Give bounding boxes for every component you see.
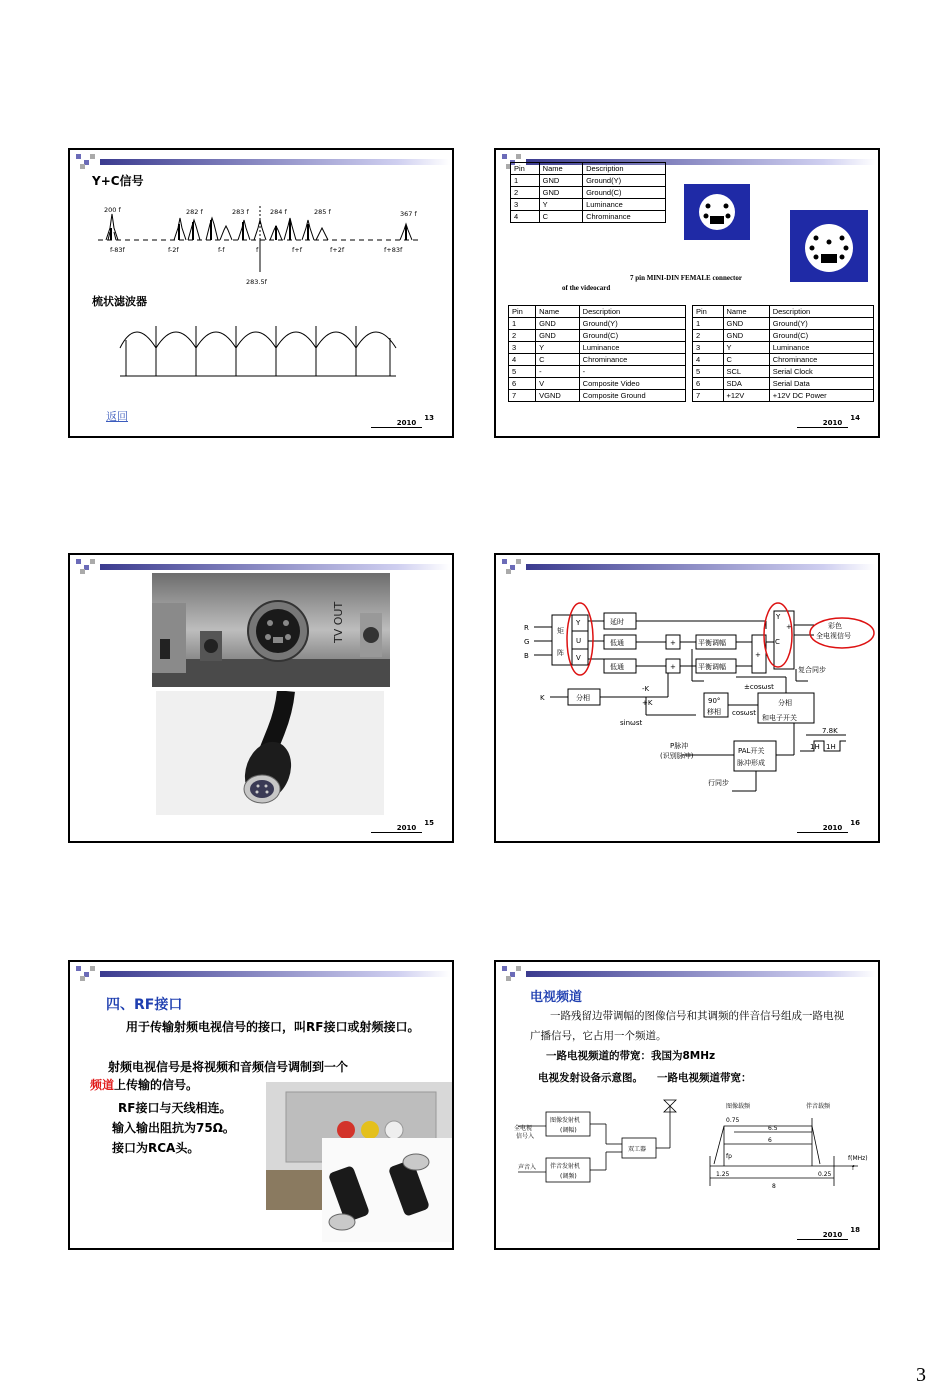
table-row: 2 GND Ground(C) xyxy=(511,187,666,199)
tv-out-label: TV OUT xyxy=(332,601,345,643)
pulse-label: P脉冲 xyxy=(670,742,689,750)
table-row: 3 Y Luminance xyxy=(693,342,874,354)
text-block: RF接口与天线相连。 输入输出阻抗为75Ω。 接口为RCA头。 xyxy=(112,1101,235,1155)
output-label: 彩色 xyxy=(828,622,842,630)
combiner-label: 双工器 xyxy=(628,1146,647,1153)
table-row: 2 GND Ground(C) xyxy=(509,330,686,342)
phase2-label: 分相 xyxy=(778,699,792,707)
slide-17 xyxy=(68,960,454,1250)
value-label: 0.25 xyxy=(818,1171,832,1178)
s-video-plug-photo xyxy=(156,691,384,815)
slide-15 xyxy=(68,553,454,843)
input-label: K xyxy=(540,694,545,702)
harmonic-label: 285 f xyxy=(314,208,331,216)
table-row: 4 C Chrominance xyxy=(693,354,874,366)
tx-sound-label: 伴音发射机 xyxy=(550,1163,581,1170)
table-row: 5 SCL Serial Clock xyxy=(693,366,874,378)
input-label: 全电视 xyxy=(514,1125,533,1132)
matrix-label: 阵 xyxy=(557,649,564,657)
output-label: 全电视信号 xyxy=(816,632,851,640)
k-label: +K xyxy=(642,699,653,707)
freq-label: f+83f xyxy=(384,246,403,254)
table-row: 4 C Chrominance xyxy=(509,354,686,366)
yuv-label: V xyxy=(576,654,581,662)
slide-decoration xyxy=(76,966,450,982)
page-number: 3 xyxy=(916,1364,926,1386)
slide-18 xyxy=(494,960,880,1250)
back-link[interactable]: 返回 xyxy=(106,410,128,423)
harmonic-label: 284 f xyxy=(270,208,287,216)
shift-label: 移相 xyxy=(707,708,721,716)
pal-switch-label: 脉冲形成 xyxy=(737,759,765,767)
table-header: Pin Name Description xyxy=(693,306,874,318)
yuv-label: Y xyxy=(576,619,581,627)
table-header: Pin Name Description xyxy=(511,163,666,175)
h-label: 1H xyxy=(810,743,820,751)
tx-image-label: (调幅) xyxy=(560,1127,577,1134)
shift-label: 90° xyxy=(708,697,721,705)
slide-footer: 201015 xyxy=(371,824,434,833)
harmonic-label: 200 f xyxy=(104,206,121,214)
table-header: Pin Name Description xyxy=(509,306,686,318)
table-row: 7 +12V +12V DC Power xyxy=(693,390,874,402)
plus-label: + xyxy=(755,651,761,659)
slide-title: 电视频道 xyxy=(530,990,583,1005)
tv-out-port-photo xyxy=(152,573,390,687)
slide-13 xyxy=(68,148,454,438)
y-label: Y xyxy=(776,613,781,621)
lpf-label: 低通 xyxy=(610,663,624,671)
slide-decoration xyxy=(76,154,450,170)
slide-16 xyxy=(494,553,880,843)
input-label: 声音入 xyxy=(518,1164,537,1171)
cos-label: cosωst xyxy=(732,709,757,717)
pal-encoder-block-diagram xyxy=(496,555,880,805)
carrier-label: 图像载频 xyxy=(726,1103,751,1110)
plus-label: + xyxy=(670,663,676,671)
pin-table-right xyxy=(692,305,874,402)
table-row: 3 Y Luminance xyxy=(509,342,686,354)
matrix-label: 矩 xyxy=(557,627,564,635)
slide-footer: 201018 xyxy=(797,1231,860,1240)
bal-mod-label: 平衡调幅 xyxy=(698,639,726,647)
comb-filter-diagram xyxy=(70,312,454,382)
input-label: 信号入 xyxy=(516,1133,535,1140)
plus-label: + xyxy=(786,623,792,631)
delay-label: 延时 xyxy=(610,618,624,626)
table-row: 2 GND Ground(C) xyxy=(693,330,874,342)
value-label: 6 xyxy=(768,1137,772,1144)
table-row: 5 - - xyxy=(509,366,686,378)
tv-transmitter-diagram xyxy=(496,1096,880,1206)
paragraph: 一路电视频道的带宽：我国为8MHz xyxy=(546,1050,716,1062)
table-row: 7 VGND Composite Ground xyxy=(509,390,686,402)
paragraph: 用于传输射频电视信号的接口，叫RF接口或射频接口。 xyxy=(126,1020,420,1034)
slide-title: Y+C信号 xyxy=(92,174,144,188)
eswitch-label: 和电子开关 xyxy=(762,714,797,722)
harmonic-label: 282 f xyxy=(186,208,203,216)
pmcos-label: ±cosωst xyxy=(744,683,774,691)
slide-footer: 201016 xyxy=(797,824,860,833)
harmonic-label: 283 f xyxy=(232,208,249,216)
axis-label: f(MHz) xyxy=(848,1155,868,1162)
paragraph: 射频电视信号是将视频和音频信号调制到一个 频道上传输的信号。 xyxy=(90,1060,349,1092)
freq-label: 7.8K xyxy=(822,727,838,735)
rca-connector-photo xyxy=(266,1082,454,1242)
slide-14: Pin Name Description 1 GND Ground(Y) 2 GND Ground(C) 3 Y Luminance 4 C Chrominance 7 pin MINI-DIN FEMALE connector of the videocard Pin Name Description 1 GND Ground(Y) 2 GND Ground(C) 3 Y Luminance 4 C Chrominance 5 - - 6 V Composite Video 7 VGND Composite Ground Pin Name Description 1 GND Ground(Y) 2 GND Ground(C) 3 Y Luminance 4 C Chrominance 5 SCL Serial Clock 6 SDA Serial Data 7 +12V +12V DC Power 201014 xyxy=(494,148,880,438)
input-label: G xyxy=(524,638,530,646)
pin-table-left xyxy=(508,305,686,402)
line-sync-label: 行同步 xyxy=(708,779,729,787)
paragraph: 电视发射设备示意图。 一路电视频道带宽： xyxy=(538,1072,752,1084)
freq-label: f-2f xyxy=(168,246,179,254)
tx-sound-label: (调频) xyxy=(560,1173,577,1180)
plus-label: + xyxy=(670,639,676,647)
slide-footer: 201013 xyxy=(371,419,434,428)
s-video-4pin-connector-icon xyxy=(684,184,750,240)
slide-decoration xyxy=(502,966,876,982)
center-label: 283.5f xyxy=(246,278,267,286)
table-row: 6 V Composite Video xyxy=(509,378,686,390)
value-label: 0.75 xyxy=(726,1117,740,1124)
freq-label: f+f xyxy=(292,246,303,254)
bal-mod-label: 平衡调幅 xyxy=(698,663,726,671)
table-row: 1 GND Ground(Y) xyxy=(693,318,874,330)
table-row: 1 GND Ground(Y) xyxy=(509,318,686,330)
table-row: 1 GND Ground(Y) xyxy=(511,175,666,187)
pulse-label: (识别脉冲) xyxy=(660,752,694,760)
comb-filter-title: 梳状滤波器 xyxy=(92,295,147,308)
value-label: 6.5 xyxy=(768,1125,778,1132)
k-label: -K xyxy=(642,685,650,693)
h-label: 1H xyxy=(826,743,836,751)
harmonic-label: 367 f xyxy=(400,210,417,218)
value-label: 1.25 xyxy=(716,1171,730,1178)
sync-label: 复合同步 xyxy=(798,666,826,674)
table-row: 6 SDA Serial Data xyxy=(693,378,874,390)
carrier-label: 伴音载频 xyxy=(806,1103,831,1110)
table-row: 4 C Chrominance xyxy=(511,211,666,223)
input-label: R xyxy=(524,624,529,632)
phase-label: 分相 xyxy=(576,694,590,702)
tx-image-label: 图像发射机 xyxy=(550,1117,581,1124)
mini-din-7pin-connector-icon xyxy=(790,210,868,282)
freq-label: f-83f xyxy=(110,246,125,254)
c-label: C xyxy=(775,638,780,646)
yuv-label: U xyxy=(576,637,582,645)
freq-label: f+2f xyxy=(330,246,345,254)
slide-title: 四、RF接口 xyxy=(106,997,183,1013)
lpf-label: 低通 xyxy=(610,639,624,647)
table-row: 3 Y Luminance xyxy=(511,199,666,211)
paragraph: 一路残留边带调幅的图像信号和其调频的伴音信号组成一路电视广播信号，它占用一个频道。 xyxy=(530,1010,844,1042)
value-label: 8 xyxy=(772,1183,776,1190)
pin-table-4pin xyxy=(510,162,666,223)
value-label: fp xyxy=(726,1153,732,1160)
slide-footer: 201014 xyxy=(797,419,860,428)
sin-label: sinωst xyxy=(620,719,643,727)
freq-label: f-f xyxy=(218,246,225,254)
freq-label: f xyxy=(256,246,259,254)
pal-switch-label: PAL开关 xyxy=(738,747,765,755)
input-label: B xyxy=(524,652,529,660)
axis-label: f xyxy=(852,1165,855,1172)
